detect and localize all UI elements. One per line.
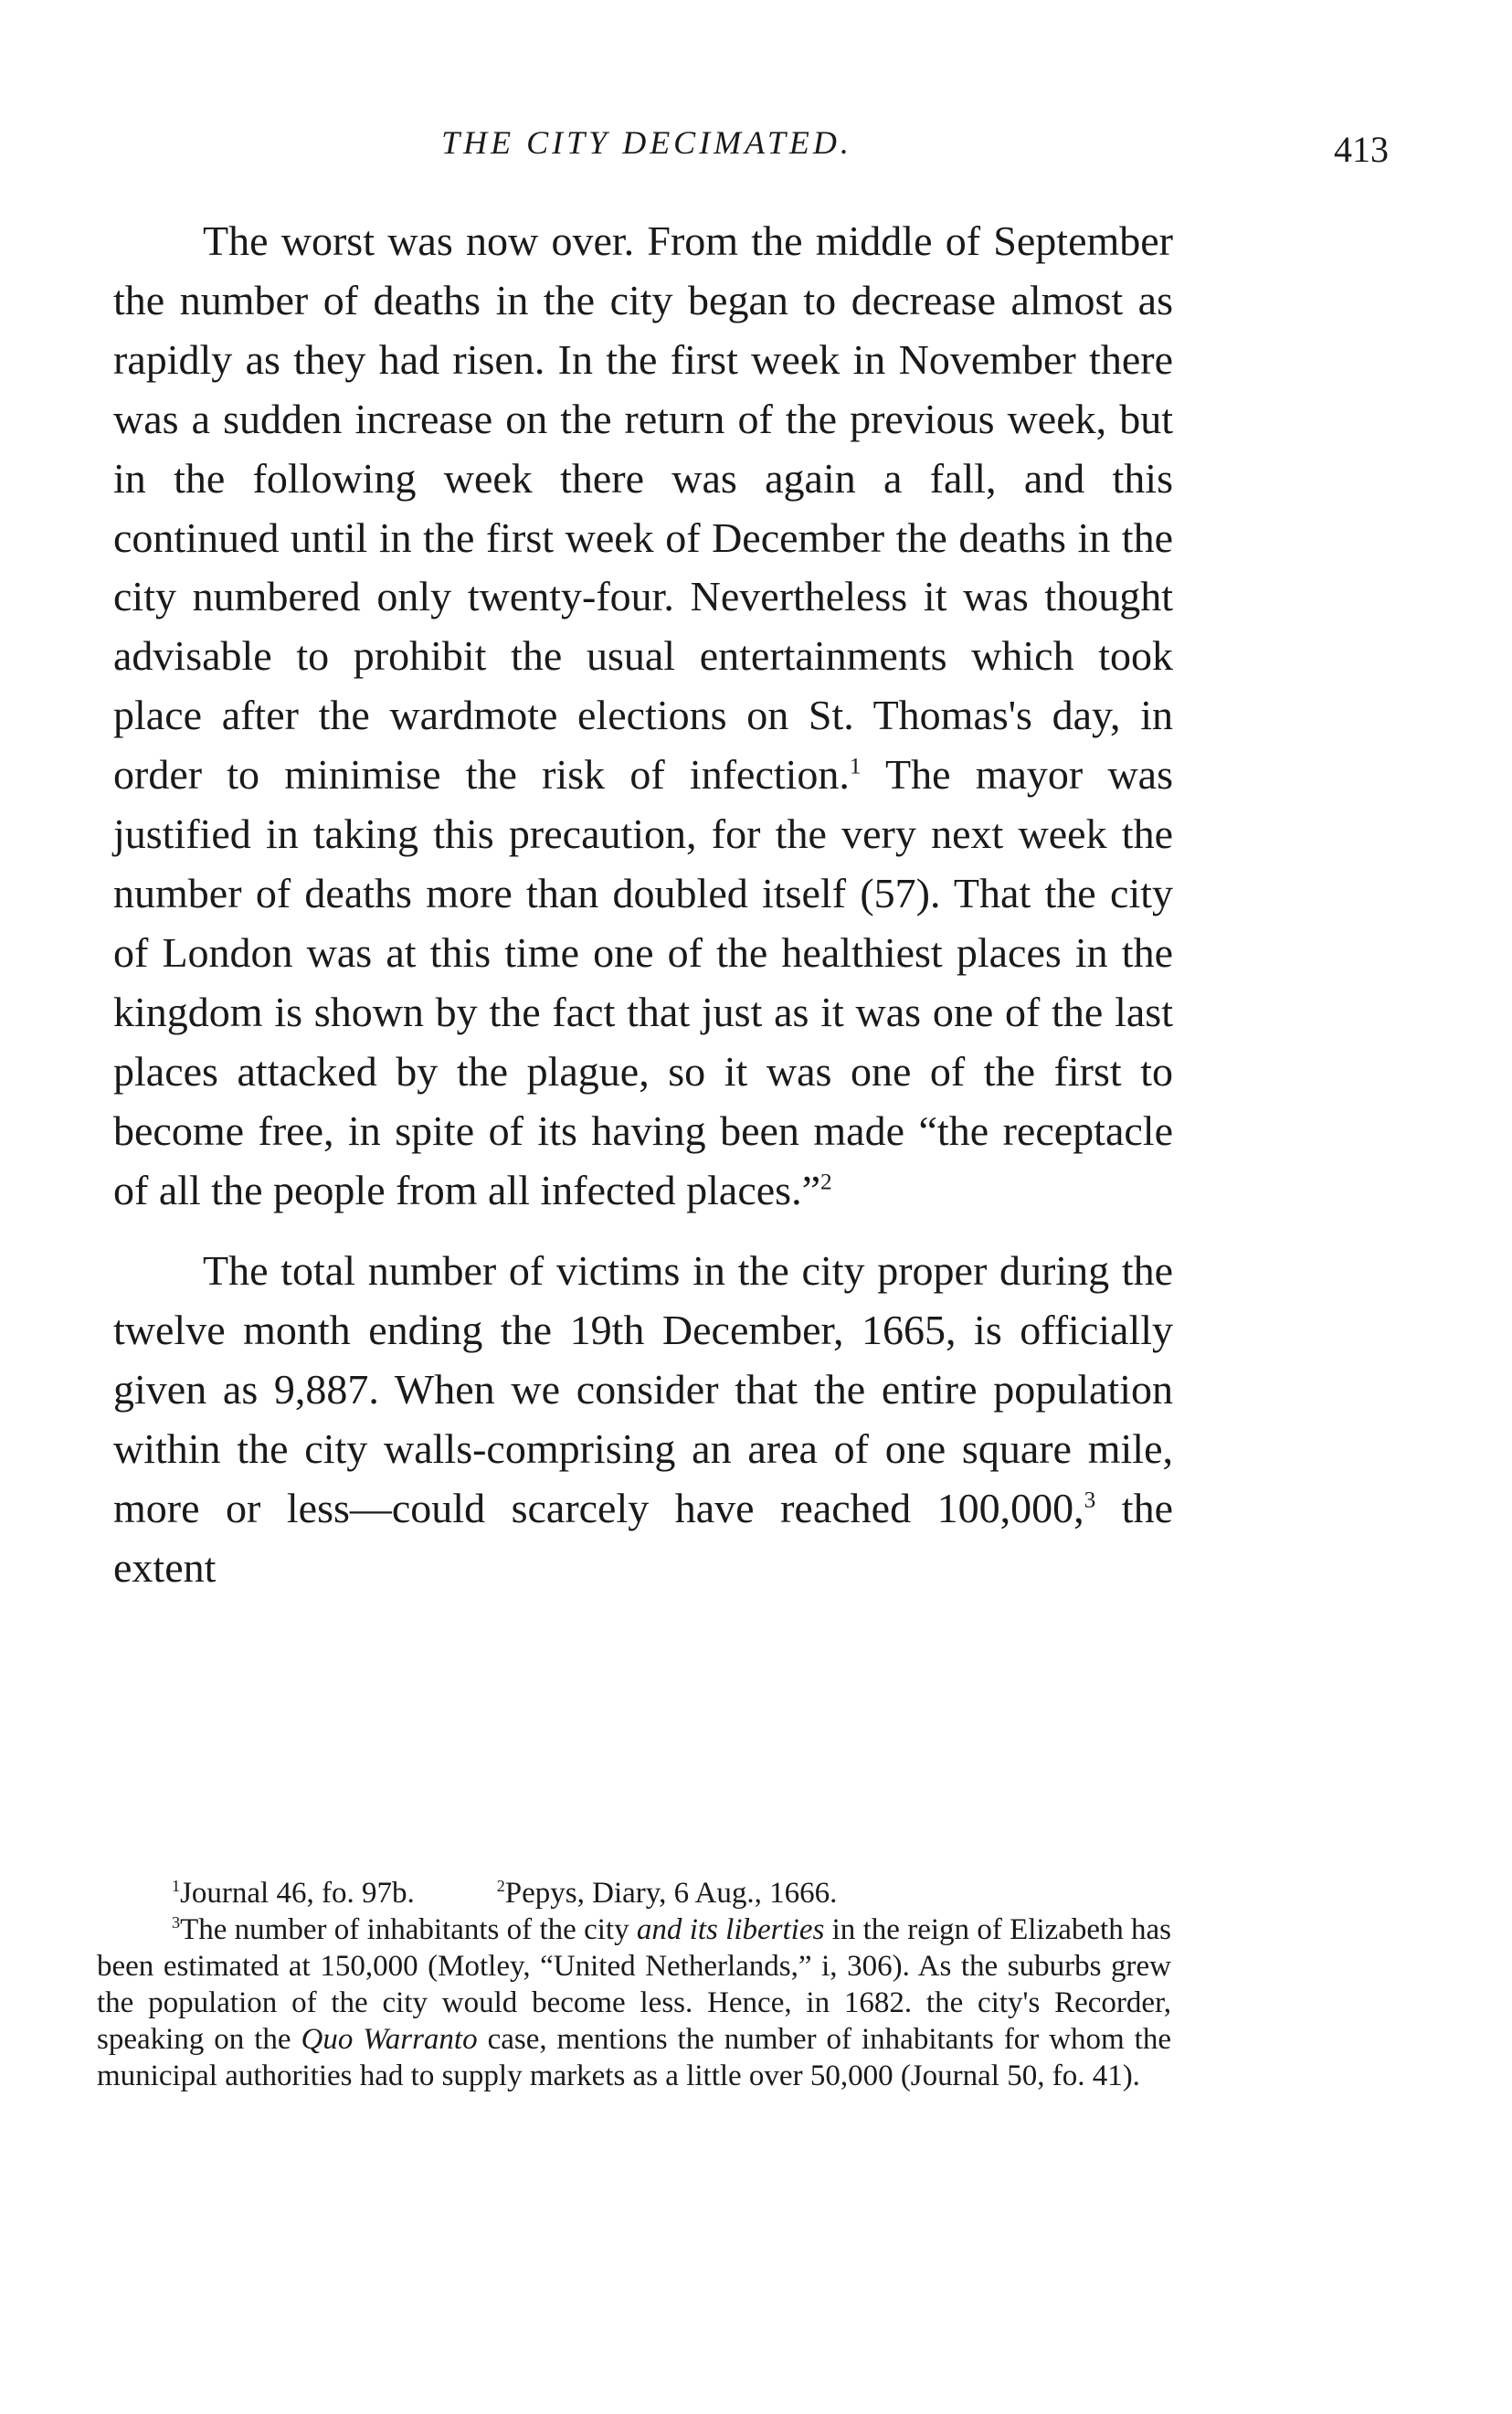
footnote-3-text-c: case, mentions the number of inhabitants for whom the municipal authorities had to supply markets as a little over 50,000 (Journal 50, fo. 41). xyxy=(97,2023,1171,2092)
footnote-ref-2: 2 xyxy=(819,1169,832,1195)
footnote-3-mark: 3 xyxy=(172,1913,181,1932)
footnote-3-text-a: The number of inhabitants of the city xyxy=(180,1913,637,1946)
footnote-ref-1: 1 xyxy=(849,753,862,779)
paragraph-2-text-b: the extent xyxy=(113,1485,1173,1591)
footnote-1-mark: 1 xyxy=(172,1877,181,1895)
paragraph-2-text-a: The total number of victims in the city proper during the twelve month ending the 19th December, 1665, is officially given as 9,887. When we consider that the entire population within the city walls-comprising an area of one square mile, more or less—could scarcely have reached 100,000, xyxy=(113,1247,1173,1532)
paragraph-2 xyxy=(113,1242,1173,1597)
footnote-3-italic-2: Quo Warranto xyxy=(301,2023,478,2056)
footnote-3-text-b: in the reign of Elizabeth has been estimated at 150,000 (Motley, “United Netherlands,” i, 306). As the suburbs grew the population of the city would become less. Hence, in 1682. the city's Recorder, speaking on the xyxy=(97,1913,1171,2056)
body-text xyxy=(113,212,1173,1598)
footnote-ref-3: 3 xyxy=(1084,1487,1096,1513)
footnotes-row-1-2 xyxy=(97,1875,1171,1911)
footnotes xyxy=(97,1875,1171,2094)
running-head: THE CITY DECIMATED. xyxy=(441,124,852,161)
paragraph-1-text-b: The mayor was justified in taking this precaution, for the very next week the number of deaths more than doubled itself (57). That the city of London was at this time one of the healthiest places in the kingdom is shown by the fact that just as it was one of the last places attacked by the plague, so it was one of the first to become free, in spite of its having been made “the receptacle of all the people from all infected places.” xyxy=(113,751,1173,1213)
paragraph-1-text-a: The worst was now over. From the middle of September the number of deaths in the city began to decrease almost as rapidly as they had risen. In the first week in November there was a sudden increase on the return of the previous week, but in the following week there was again a fall, and this continued until in the first week of December the deaths in the city numbered only twenty-four. Nevertheless it was thought advisable to prohibit the usual entertainments which took place after the wardmote elections on St. Thomas's day, in order to minimise the risk of infection. xyxy=(113,217,1173,799)
paragraph-1 xyxy=(113,212,1173,1220)
page-number: 413 xyxy=(1334,129,1389,170)
footnote-1-text: Journal 46, fo. 97b. xyxy=(180,1877,415,1910)
footnote-2-mark: 2 xyxy=(496,1877,505,1895)
footnote-2-text: Pepys, Diary, 6 Aug., 1666. xyxy=(504,1877,838,1910)
footnote-3 xyxy=(97,1911,1171,2094)
footnote-3-italic-1: and its liberties xyxy=(636,1913,825,1946)
